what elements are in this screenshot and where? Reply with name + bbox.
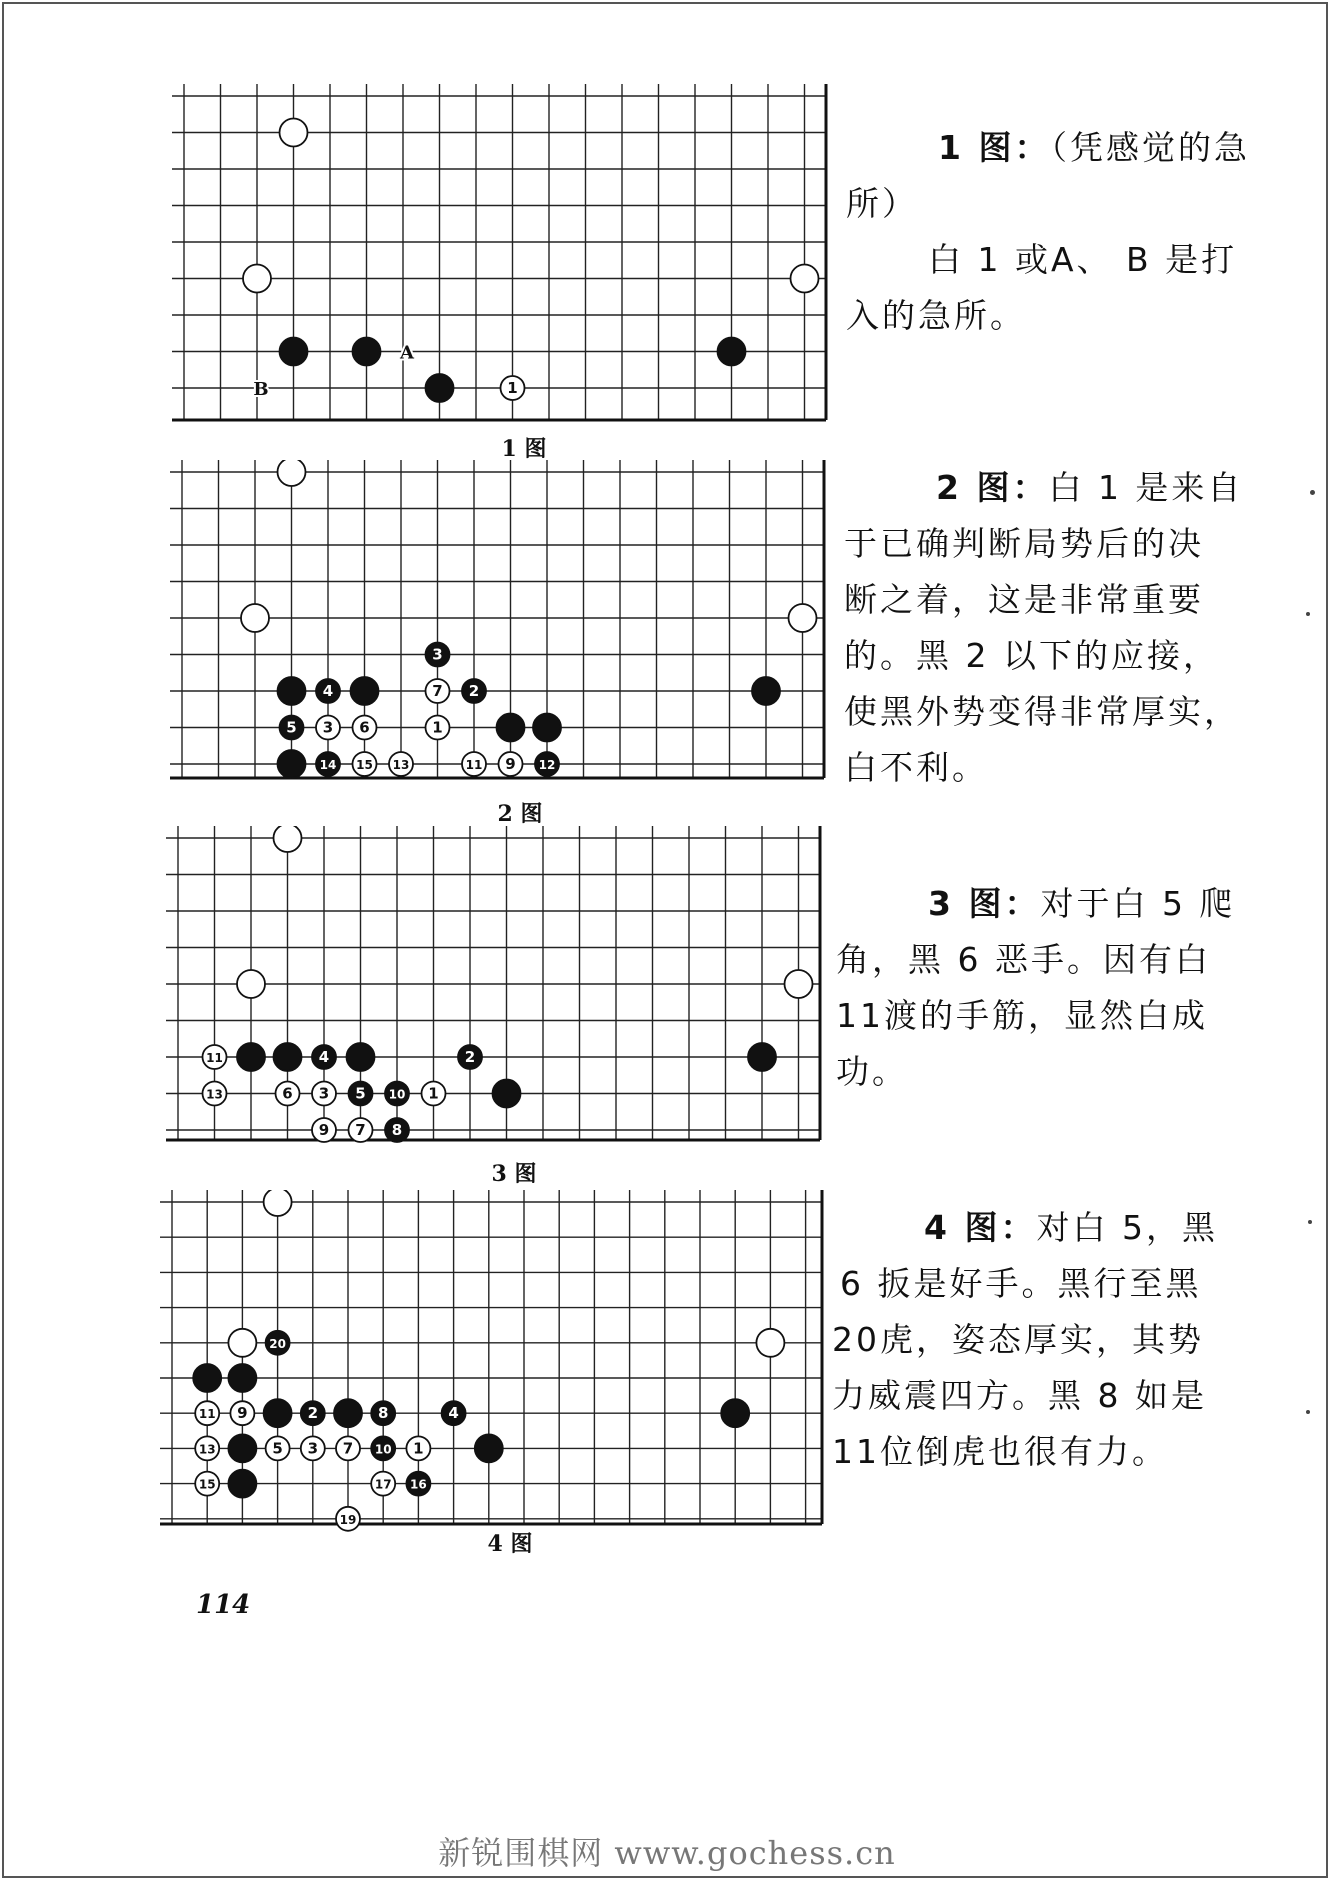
white-stone — [301, 1436, 325, 1460]
black-stone — [266, 1331, 290, 1355]
white-stone — [426, 716, 450, 740]
black-stone — [752, 677, 780, 705]
page-number: 114 — [196, 1590, 251, 1620]
desc-line: 于已确判断局势后的决 — [844, 524, 1204, 563]
black-stone — [748, 1043, 776, 1071]
stone-move-number: 3 — [318, 1084, 330, 1103]
stone-move-number: 19 — [339, 1512, 357, 1527]
point-label-a: A — [400, 342, 414, 364]
stone-move-number: 3 — [322, 718, 334, 737]
site-watermark: 新锐围棋网 www.gochess.cn — [438, 1834, 896, 1872]
white-stone — [785, 970, 813, 998]
black-stone — [301, 1401, 325, 1425]
stone-move-number: 5 — [272, 1439, 283, 1458]
stone-move-number: 10 — [388, 1087, 406, 1102]
black-stone — [426, 643, 450, 667]
black-stone — [475, 1434, 503, 1462]
stone-move-number: 11 — [206, 1051, 223, 1065]
black-stone — [385, 1118, 409, 1142]
stone-move-number: 1 — [507, 379, 518, 397]
stone-move-number: 15 — [198, 1477, 216, 1492]
black-stone — [347, 1043, 375, 1071]
desc-line: 功。 — [836, 1052, 908, 1091]
stone-move-number: 7 — [342, 1439, 354, 1458]
grid-lines — [172, 84, 832, 420]
stone-move-number: 5 — [286, 718, 297, 737]
stone-move-number: 12 — [538, 758, 556, 772]
black-stone — [406, 1472, 430, 1496]
white-stone — [389, 752, 413, 776]
white-stone — [426, 679, 450, 703]
stone-move-number: 6 — [282, 1084, 293, 1103]
stone-move-number: 2 — [468, 682, 480, 700]
white-stone — [312, 1118, 336, 1142]
go-diagram-3 — [166, 826, 826, 1152]
black-stone — [442, 1401, 466, 1425]
black-stone — [497, 714, 525, 742]
stone-move-number: 20 — [269, 1336, 286, 1351]
stone-move-number: 7 — [432, 682, 443, 700]
desc-line: 11渡的手筋，显然白成 — [836, 996, 1208, 1035]
black-stone — [353, 338, 381, 366]
desc-line: 力威震四方。黑 8 如是 — [832, 1376, 1207, 1415]
white-stone — [371, 1472, 395, 1496]
board-grid — [160, 1190, 828, 1536]
diagram-description-2 — [844, 460, 1284, 796]
black-stone — [278, 750, 306, 778]
stone-move-number: 14 — [319, 758, 337, 772]
black-stone — [228, 1470, 256, 1498]
white-stone — [266, 1436, 290, 1460]
black-stone — [718, 338, 746, 366]
stone-move-number: 5 — [355, 1084, 366, 1103]
black-stone — [493, 1080, 521, 1108]
go-diagram-4 — [160, 1190, 828, 1536]
desc-line: 11位倒虎也很有力。 — [832, 1432, 1168, 1471]
black-stone — [264, 1399, 292, 1427]
desc-heading-1: 1 图： — [938, 128, 1051, 167]
white-stone — [276, 1082, 300, 1106]
white-stone — [422, 1082, 446, 1106]
white-stone — [756, 1329, 784, 1357]
black-stone — [371, 1436, 395, 1460]
diagram-caption-1: 1 图 — [501, 436, 547, 462]
scan-speck — [1308, 1220, 1312, 1224]
stone-move-number: 10 — [374, 1442, 392, 1457]
scan-speck — [1310, 490, 1315, 495]
black-stone — [278, 677, 306, 705]
desc-heading-2: 2 图： — [936, 468, 1049, 507]
black-stone — [228, 1434, 256, 1462]
stone-move-number: 3 — [307, 1439, 319, 1458]
board-grid — [166, 826, 826, 1152]
stone-move-number: 9 — [505, 755, 516, 773]
white-stone — [237, 970, 265, 998]
white-stone — [336, 1507, 360, 1531]
stone-move-number: 15 — [356, 758, 373, 772]
grid-lines — [160, 1190, 822, 1524]
black-stone — [228, 1364, 256, 1392]
white-stone — [499, 752, 523, 776]
white-stone — [278, 460, 306, 486]
go-diagram-2 — [170, 460, 830, 790]
go-diagram-1 — [172, 84, 832, 432]
diagram-description-1 — [846, 120, 1276, 344]
black-stone — [349, 1082, 373, 1106]
desc-heading-3: 3 图： — [928, 884, 1041, 923]
desc-line: 对于白 5 爬 — [1040, 884, 1236, 923]
stone-move-number: 9 — [237, 1404, 248, 1423]
black-stone — [237, 1043, 265, 1071]
white-stone — [195, 1401, 219, 1425]
black-stone — [426, 374, 454, 402]
white-stone — [264, 1190, 292, 1216]
white-stone — [203, 1045, 227, 1069]
scan-speck — [1306, 612, 1310, 616]
stone-move-number: 4 — [318, 1048, 330, 1066]
diagram-description-4 — [832, 1200, 1272, 1480]
desc-line: 6 扳是好手。黑行至黑 — [840, 1264, 1202, 1303]
stone-move-number: 13 — [392, 758, 410, 772]
white-stone — [243, 265, 271, 293]
stone-move-number: 13 — [198, 1442, 216, 1457]
white-stone — [462, 752, 486, 776]
white-stone — [195, 1436, 219, 1460]
white-stone — [501, 376, 525, 400]
white-stone — [349, 1118, 373, 1142]
scan-speck — [1306, 1410, 1310, 1414]
stone-move-number: 1 — [413, 1439, 424, 1458]
white-stone — [203, 1082, 227, 1106]
desc-line: 所） — [846, 184, 918, 223]
black-stone — [535, 752, 559, 776]
stone-move-number: 1 — [428, 1084, 439, 1103]
white-stone — [274, 826, 302, 852]
stone-move-number: 3 — [432, 645, 443, 664]
black-stone — [458, 1045, 482, 1069]
desc-line: 入的急所。 — [846, 296, 1026, 335]
black-stone — [280, 338, 308, 366]
stone-move-number: 8 — [377, 1404, 389, 1423]
black-stone — [385, 1082, 409, 1106]
white-stone — [336, 1436, 360, 1460]
stone-move-number: 11 — [198, 1407, 216, 1422]
white-stone — [353, 716, 377, 740]
black-stone — [316, 679, 340, 703]
diagram-caption-3: 3 图 — [491, 1161, 537, 1187]
white-stone — [791, 265, 819, 293]
diagram-description-3 — [836, 876, 1276, 1100]
point-label-b: B — [253, 379, 269, 400]
board-grid — [172, 84, 832, 432]
stone-move-number: 13 — [206, 1087, 223, 1102]
white-stone — [406, 1436, 430, 1460]
desc-line: （凭感觉的急 — [1050, 128, 1250, 167]
stone-move-number: 17 — [374, 1477, 392, 1492]
desc-heading-4: 4 图： — [924, 1208, 1037, 1247]
stone-move-number: 11 — [465, 758, 483, 772]
black-stone — [351, 677, 379, 705]
desc-line: 白不利。 — [844, 748, 988, 787]
black-stone — [316, 752, 340, 776]
stone-move-number: 16 — [410, 1477, 427, 1492]
stone-move-number: 9 — [318, 1121, 330, 1139]
diagram-caption-4: 4 图 — [487, 1531, 533, 1557]
black-stone — [274, 1043, 302, 1071]
desc-line: 的。黑 2 以下的应接， — [844, 636, 1219, 675]
black-stone — [334, 1399, 362, 1427]
desc-line: 使黑外势变得非常厚实， — [844, 692, 1240, 731]
stone-move-number: 6 — [359, 718, 370, 737]
black-stone — [193, 1364, 221, 1392]
white-stone — [312, 1082, 336, 1106]
white-stone — [241, 604, 269, 632]
stone-move-number: 4 — [322, 682, 334, 700]
stone-move-number: 4 — [448, 1404, 459, 1423]
desc-line: 角，黑 6 恶手。因有白 — [836, 940, 1211, 979]
black-stone — [280, 716, 304, 740]
black-stone — [462, 679, 486, 703]
white-stone — [195, 1472, 219, 1496]
black-stone — [721, 1399, 749, 1427]
white-stone — [353, 752, 377, 776]
black-stone — [371, 1401, 395, 1425]
desc-line: 白 1 或A、 B 是打 — [928, 240, 1238, 279]
desc-line: 20虎，姿态厚实，其势 — [832, 1320, 1204, 1359]
desc-line: 对白 5，黑 — [1036, 1208, 1218, 1247]
stone-move-number: 7 — [355, 1121, 366, 1139]
white-stone — [316, 716, 340, 740]
white-stone — [230, 1401, 254, 1425]
black-stone — [533, 714, 561, 742]
desc-line: 断之着，这是非常重要 — [844, 580, 1204, 619]
stone-move-number: 1 — [432, 718, 443, 737]
diagram-caption-2: 2 图 — [497, 801, 543, 827]
white-stone — [228, 1329, 256, 1357]
board-grid — [170, 460, 830, 790]
white-stone — [789, 604, 817, 632]
white-stone — [280, 119, 308, 147]
stone-move-number: 8 — [391, 1121, 403, 1139]
black-stone — [312, 1045, 336, 1069]
desc-line: 白 1 是来自 — [1048, 468, 1244, 507]
stone-move-number: 2 — [307, 1404, 319, 1423]
stone-move-number: 2 — [464, 1048, 476, 1066]
